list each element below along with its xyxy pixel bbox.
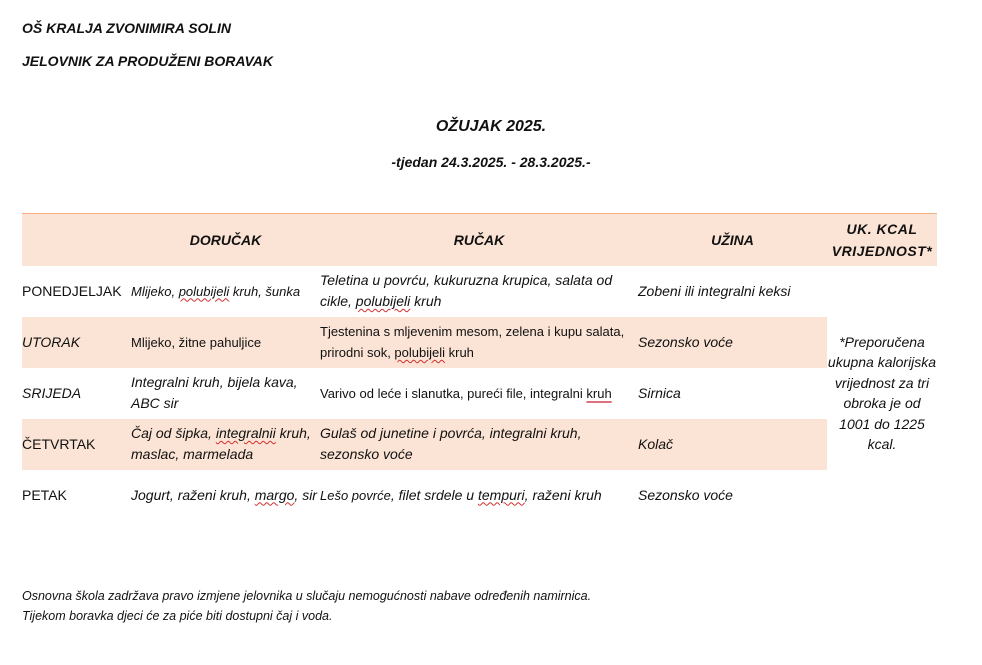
table-row-monday [22,266,937,317]
menu-table [22,213,937,521]
column-header-kcal [827,214,937,266]
column-header-day [22,214,131,266]
kcal-header-line2: VRIJEDNOST* [831,242,933,259]
month-heading: OŽUJAK 2025. [435,118,547,135]
day-friday: PETAK [22,486,67,503]
table-row-friday [22,470,937,521]
day-wednesday: SRIJEDA [22,384,82,401]
breakfast-wednesday: Integralni kruh, bijela kava, ABC sir [131,374,298,411]
day-tuesday: UTORAK [22,317,131,368]
snack-thursday: Kolač [638,419,827,470]
lunch-wednesday: Varivo od leće i slanutka, pureći file, integralni kruh [320,385,612,401]
footer-note-2: Tijekom boravka djeci će za piće biti dostupni čaj i voda. [22,609,333,623]
lunch-monday: Teletina u povrću, kukuruzna krupica, salata od cikle, polubijeli kruh [320,272,613,309]
snack-wednesday: Sirnica [638,384,681,401]
kcal-header-line1: UK. KCAL [846,220,918,237]
school-name: OŠ KRALJA ZVONIMIRA SOLIN [22,20,231,36]
snack-tuesday: Sezonsko voće [638,317,827,368]
footer-note-1: Osnovna škola zadržava pravo izmjene jelovnika u slučaju nemogućnosti nabave određenih namirnica. [22,589,592,603]
menu-title: JELOVNIK ZA PRODUŽENI BORAVAK [22,53,273,69]
column-header-lunch: RUČAK [453,231,505,248]
table-header-row [22,214,937,266]
day-monday: PONEDJELJAK [22,282,122,299]
week-range: -tjedan 24.3.2025. - 28.3.2025.- [391,154,591,170]
lunch-friday: Lešo povrće, filet srdele u tempuri, raženi kruh [320,486,602,503]
snack-friday: Sezonsko voće [638,486,733,503]
breakfast-tuesday: Mlijeko, žitne pahuljice [131,317,320,368]
snack-monday: Zobeni ili integralni keksi [638,282,791,299]
breakfast-thursday: Čaj od šipka, integralnii kruh, maslac, marmelada [131,419,320,470]
lunch-tuesday: Tjestenina s mljevenim mesom, zelena i kupu salata, prirodni sok, polubijeli kruh [320,317,638,368]
day-thursday: ČETVRTAK [22,419,131,470]
lunch-thursday: Gulaš od junetine i povrća, integralni kruh, sezonsko voće [320,419,638,470]
breakfast-friday: Jogurt, raženi kruh, margo, sir [131,486,317,503]
kcal-note: *Preporučena ukupna kalorijska vrijednost za tri obroka je od 1001 do 1225 kcal. [827,266,937,521]
column-header-breakfast: DORUČAK [189,231,262,248]
table-row-wednesday [22,368,937,419]
table-row-thursday [22,419,937,470]
table-row-tuesday [22,317,937,368]
breakfast-monday: Mlijeko, polubijeli kruh, šunka [131,283,301,299]
column-header-snack: UŽINA [711,231,754,248]
